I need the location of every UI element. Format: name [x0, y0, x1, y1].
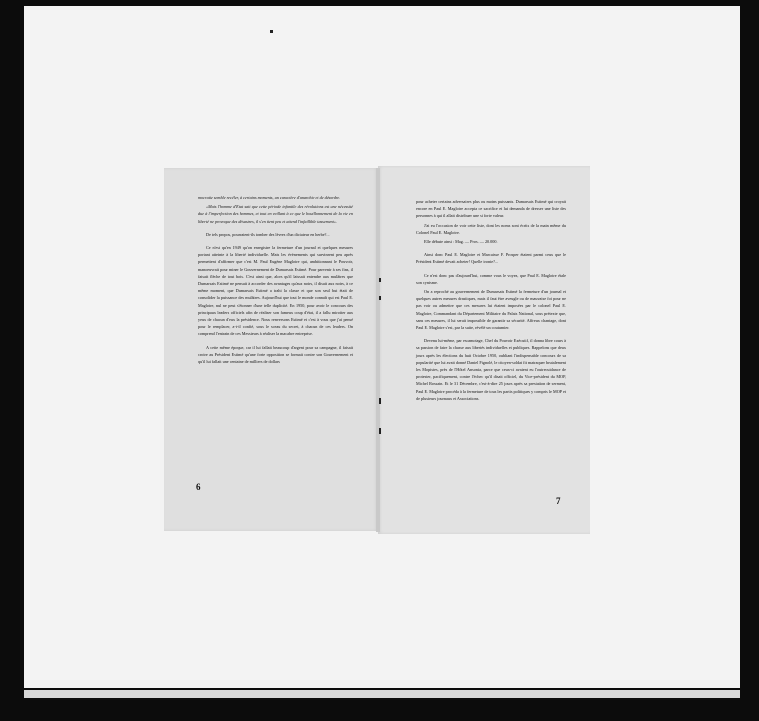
paragraph: De tels propos, pourraient-ils tomber des lèvres d'un dictateur en herbe?...: [206, 231, 330, 237]
paragraph: Elle débute ainsi : Mag. — Pros. — 20.000.: [424, 239, 498, 245]
page-number: 6: [196, 482, 201, 492]
left-page-text: [198, 194, 353, 367]
paragraph: Ainsi donc Paul E. Magloire et Marcaisse F. Prosper étaient parmi ceux que le Président Estimé devait acheter! Quelle ironie?...: [416, 252, 566, 265]
paragraph: pour acheter certains adversaires plus ou moins puissants. Dumarsais Estimé qui croyait encore en Paul E. Magloire accepta ce sacrifice et lui demanda de dresser une liste des personnes à qui il allait distribuer une si forte valeur.: [416, 199, 566, 219]
page-gutter: [376, 168, 380, 532]
binding-staple: [379, 398, 381, 404]
binding-staple: [379, 428, 381, 434]
open-booklet: [164, 166, 590, 533]
scanner-strip: [24, 690, 740, 698]
paragraph: On a reproché au gouvernement de Dumarsais Estimé la fermeture d'un journal et quelques autres mesures drastiques, mais il faut être aveugle ou de mauvaise foi pour ne pas voir ou admettre que ces mesures lui étaient imposées par le colonel Paul E. Magloire, Commandant du Département Militaire du Palais National, sous prétexte que, sans ces mesures, il lui serait impossible de garantir sa sécurité. Affreux chantage, dont Paul E. Magloire s'est, par la suite, révélé un coutumier.: [416, 289, 566, 331]
paragraph: A cette même époque, car il lui fallait beaucoup d'argent pour sa campagne, il faisait croire au Président Estimé qu'une forte opposition se formait contre son Gouvernement et qu'il lui fallait une centaine de milliers de dollars: [198, 344, 353, 365]
binding-staple: [379, 278, 381, 282]
paragraph: «Mais l'homme d'Etat sait que cette période infantile des révolutions est une nécessité due à l'imperfection des hommes, et tout en veillant à ce que le bouillonnement de la vie en liberté ne provoque des désastres, il s'en tient peu et attend l'infaillible tassement».: [198, 204, 353, 224]
page-number: 7: [556, 496, 561, 506]
registration-mark: [270, 30, 273, 33]
paragraph: Devenu lui-même, par escamotage, Chef du Pouvoir Exécutif, il donna libre cours à sa passion de faire la chasse aux libertés individuelles et publiques. Rappelons que deux jours après les élections du huit Octobre 1950, oubliant l'indispensable concours de sa popularité que lui avait donné Daniel Fignolé, le citoyen-soldat fit matraquer brutalement les Mopistes, près de l'Hôtel Ansonia, parce que ceux-ci avaient eu l'outrecuidance de protester, pacifiquement, contre l'échec qu'il disait officiel, du Vice-président du MOP, Michel Rossain. Et le 31 Décembre, c'est-à-dire 25 jours après sa prestation de serment, Paul E. Magloire procéda à la fermeture de tous les partis politiques y compris le MOP et de plusieurs journaux et Associations.: [416, 338, 566, 401]
paragraph: Ce n'est donc pas d'aujourd'hui, comme vous le voyez, que Paul E. Magloire étale son cynisme.: [416, 272, 566, 285]
paragraph: Ce n'est qu'en 1949 qu'on enregistre la fermeture d'un journal et quelques mesures portant atteinte à la liberté individuelle. Mais les évènements qui survinrent peu après permettent d'affirmer que c'est M. Paul Eugène Magloire qui, ambitionnant le Pouvoir, manoeuvrait pour miner le Gouvernement de Dumarsais Estimé. Pour parvenir à ses fins, il faisait flèche de tout bois. C'est ainsi que, alors qu'il laissait entendre aux mulâtres que Dumarsais Estimé ne pensait à accorder des avantages qu'aux noirs, il disait aux noirs, à ce même moment, que Dumarsais Estimé a trahi la classe et que son seul but était de consolider la puissance des mulâtres. Aujourd'hui que tout le monde connaît qui est Paul E. Magloire, nul ne peut s'étonner d'une telle duplicité. En 1950, pour avoir le concours des principaux leaders officiels afin de réaliser son fameux coup d'état, il a fallu miroiter aux yeux de chacun d'eux la présidence. Nous renversons Estimé et c'est à vous que j'ai pensé pour le remplacer, a-t-il confié, sous le sceau du secret, à chacun de ces leaders. On comprend l'entrain de ces Messieurs à réaliser la macabre entreprise.: [198, 245, 353, 337]
binding-staple: [379, 296, 381, 300]
paragraph: J'ai eu l'occasion de voir cette liste, dont les noms sont écrits de la main même du Colonel Paul E. Magloire.: [416, 222, 566, 235]
paragraph: mocratie semble recéler, à certains moments, un caractère d'anarchie et de désordre.: [198, 195, 341, 200]
right-page-text: [416, 198, 566, 404]
